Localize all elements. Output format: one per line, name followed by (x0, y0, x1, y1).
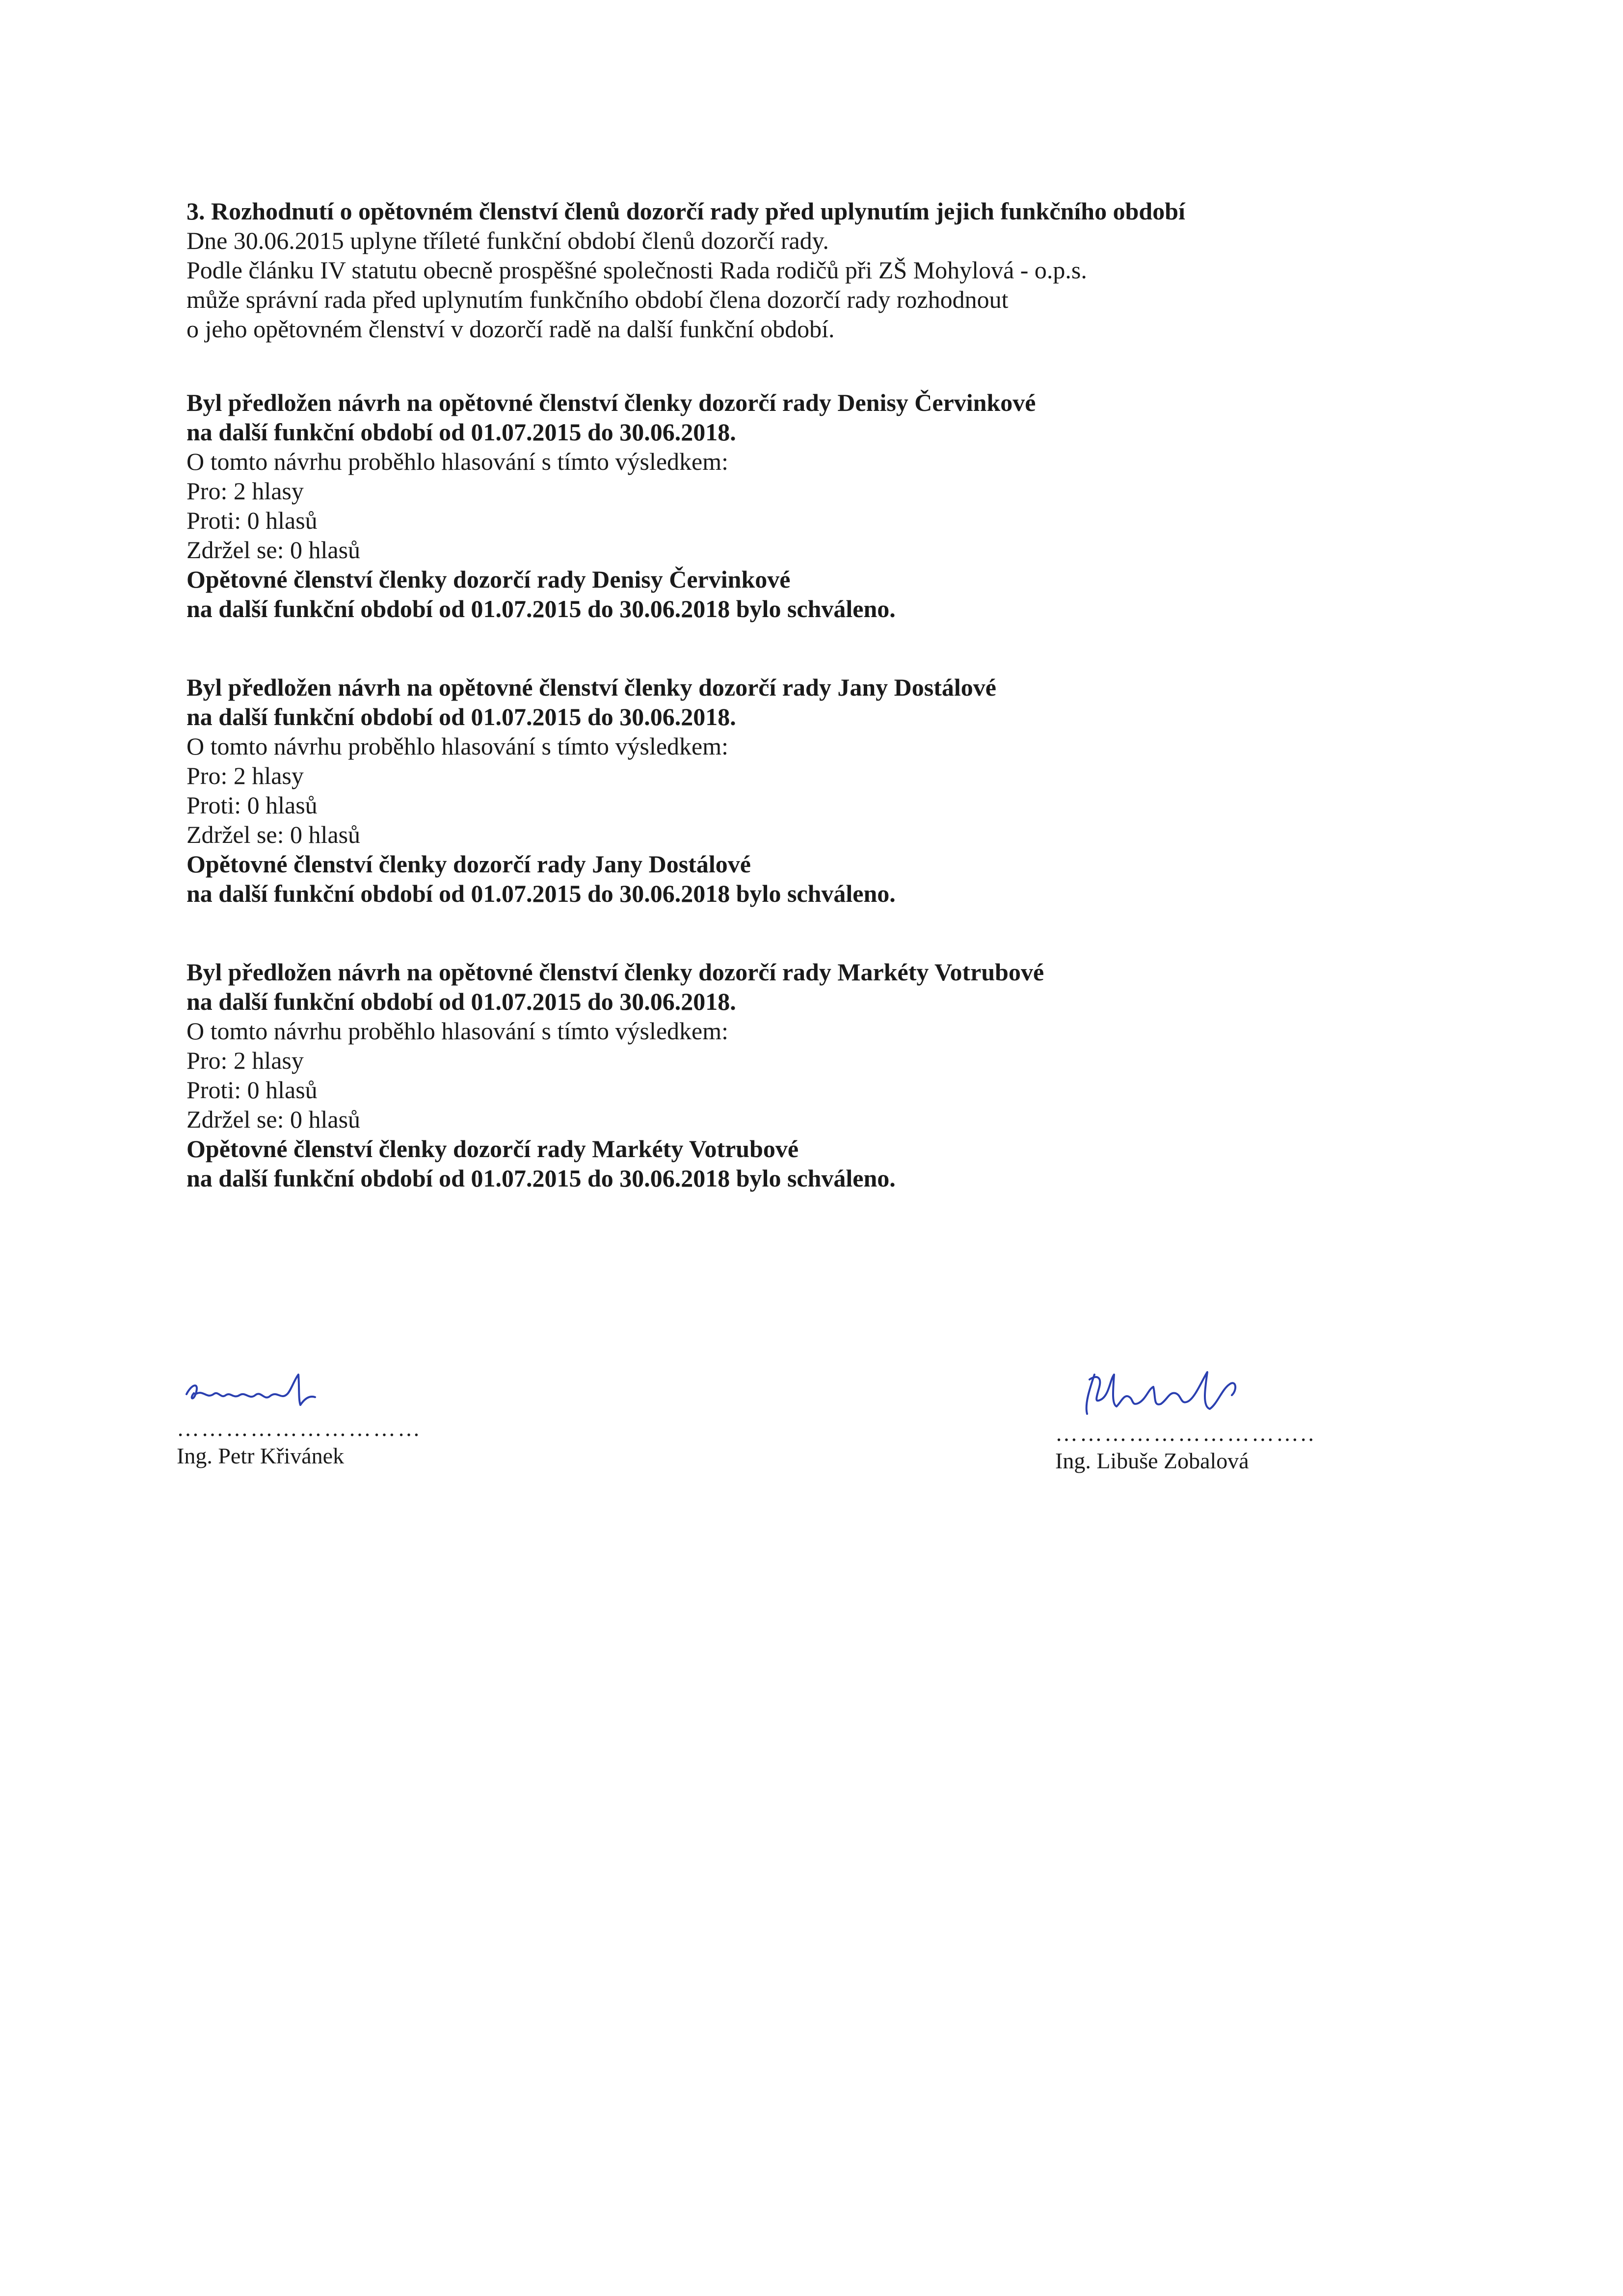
signature-block-left (177, 1365, 422, 1470)
proposal-line: Byl předložen návrh na opětovné členství členky dozorčí rady Jany Dostálové (186, 674, 996, 701)
signature-dotted-line: ………………………… (177, 1416, 422, 1441)
handwritten-signature (1055, 1360, 1310, 1424)
vote-intro: O tomto návrhu proběhlo hlasování s tímto výsledkem: (186, 732, 729, 760)
vote-intro: O tomto návrhu proběhlo hlasování s tímto výsledkem: (186, 448, 729, 475)
vote-proti: Proti: 0 hlasů (186, 1076, 318, 1104)
proposal-line: Byl předložen návrh na opětovné členství členky dozorčí rady Markéty Votrubové (186, 958, 1044, 986)
result-line: Opětovné členství členky dozorčí rady Markéty Votrubové (186, 1135, 799, 1162)
motion-block-2 (186, 673, 1364, 908)
proposal-line: Byl předložen návrh na opětovné členství členky dozorčí rady Denisy Červinkové (186, 389, 1036, 416)
decision-section-intro (186, 196, 1364, 344)
result-line: Opětovné členství členky dozorčí rady Denisy Červinkové (186, 566, 791, 593)
intro-line: může správní rada před uplynutím funkčního období člena dozorčí rady rozhodnout (186, 286, 1009, 313)
result-line: na další funkční období od 01.07.2015 do 30.06.2018 bylo schváleno. (186, 880, 896, 907)
vote-intro: O tomto návrhu proběhlo hlasování s tímto výsledkem: (186, 1017, 729, 1045)
vote-pro: Pro: 2 hlasy (186, 762, 304, 789)
signatory-name: Ing. Libuše Zobalová (1055, 1448, 1249, 1473)
intro-line: Podle článku IV statutu obecně prospěšné společnosti Rada rodičů při ZŠ Mohylová - o.p.s. (186, 256, 1087, 284)
vote-pro: Pro: 2 hlasy (186, 477, 304, 505)
section-heading: 3. Rozhodnutí o opětovném členství členů dozorčí rady před uplynutím jejich funkčního období (186, 197, 1185, 225)
signatory-name: Ing. Petr Křivánek (177, 1443, 345, 1468)
result-line: na další funkční období od 01.07.2015 do 30.06.2018 bylo schváleno. (186, 595, 896, 622)
signature-block-right (1055, 1360, 1316, 1475)
signature-dotted-line: ………………………….. (1055, 1421, 1316, 1446)
intro-line: o jeho opětovném členství v dozorčí radě na další funkční období. (186, 315, 835, 343)
vote-abstain: Zdržel se: 0 hlasů (186, 821, 361, 848)
vote-pro: Pro: 2 hlasy (186, 1047, 304, 1074)
vote-proti: Proti: 0 hlasů (186, 507, 318, 534)
motion-block-3 (186, 957, 1364, 1193)
result-line: Opětovné členství členky dozorčí rady Jany Dostálové (186, 850, 751, 878)
motion-block-1 (186, 388, 1364, 623)
proposal-line: na další funkční období od 01.07.2015 do 30.06.2018. (186, 703, 736, 730)
vote-abstain: Zdržel se: 0 hlasů (186, 536, 361, 564)
handwritten-signature (177, 1365, 393, 1419)
proposal-line: na další funkční období od 01.07.2015 do 30.06.2018. (186, 418, 736, 446)
intro-line: Dne 30.06.2015 uplyne tříleté funkční období členů dozorčí rady. (186, 227, 829, 254)
vote-abstain: Zdržel se: 0 hlasů (186, 1106, 361, 1133)
proposal-line: na další funkční období od 01.07.2015 do 30.06.2018. (186, 988, 736, 1015)
result-line: na další funkční období od 01.07.2015 do 30.06.2018 bylo schváleno. (186, 1164, 896, 1192)
vote-proti: Proti: 0 hlasů (186, 791, 318, 819)
